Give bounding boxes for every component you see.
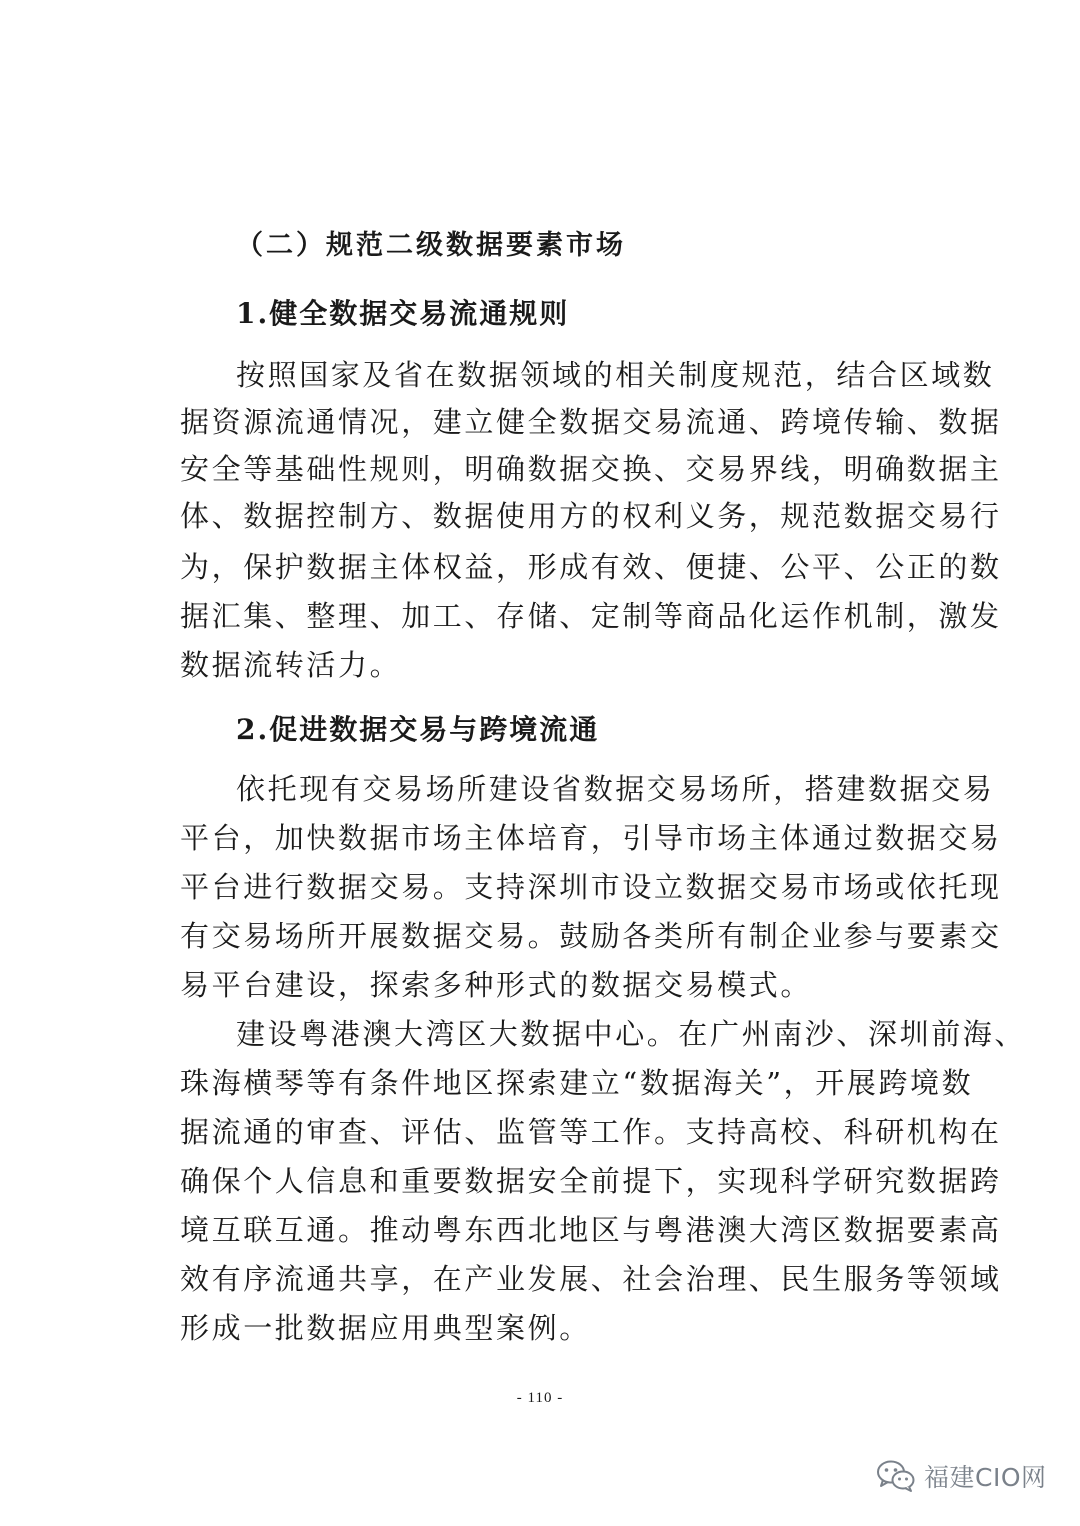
paragraph-line: 按照国家及省在数据领域的相关制度规范，结合区域数 [236, 358, 995, 392]
paragraph-line: 安全等基础性规则，明确数据交换、交易界线，明确数据主 [180, 452, 1002, 486]
paragraph-line: 依托现有交易场所建设省数据交易场所，搭建数据交易 [236, 772, 995, 806]
subsection-1-title: 1.健全数据交易流通规则 [236, 297, 570, 330]
paragraph-line: 数据流转活力。 [180, 648, 402, 682]
paragraph-line: 据汇集、整理、加工、存储、定制等商品化运作机制，激发 [180, 599, 1002, 633]
paragraph-line: 境互联互通。推动粤东西北地区与粤港澳大湾区数据要素高 [180, 1213, 1002, 1247]
section-title: （二）规范二级数据要素市场 [236, 230, 626, 261]
subsection-2-title: 2.促进数据交易与跨境流通 [236, 713, 600, 746]
wechat-icon [876, 1459, 916, 1493]
paragraph-line: 为，保护数据主体权益，形成有效、便捷、公平、公正的数 [180, 550, 1002, 584]
page-number: - 110 - [516, 1390, 564, 1406]
paragraph-line: 体、数据控制方、数据使用方的权利义务，规范数据交易行 [180, 499, 1002, 533]
paragraph-line: 形成一批数据应用典型案例。 [180, 1311, 591, 1345]
paragraph-line: 据资源流通情况，建立健全数据交易流通、跨境传输、数据 [180, 405, 1002, 439]
paragraph-line: 效有序流通共享，在产业发展、社会治理、民生服务等领域 [180, 1262, 1002, 1296]
paragraph-line: 有交易场所开展数据交易。鼓励各类所有制企业参与要素交 [180, 919, 1002, 953]
paragraph-line: 平台，加快数据市场主体培育，引导市场主体通过数据交易 [180, 821, 1002, 855]
paragraph-line: 易平台建设，探索多种形式的数据交易模式。 [180, 968, 813, 1002]
paragraph-line: 据流通的审查、评估、监管等工作。支持高校、科研机构在 [180, 1115, 1002, 1149]
paragraph-line: 珠海横琴等有条件地区探索建立“数据海关”，开展跨境数 [180, 1066, 974, 1100]
paragraph-line: 平台进行数据交易。支持深圳市设立数据交易市场或依托现 [180, 870, 1002, 904]
paragraph-line: 确保个人信息和重要数据安全前提下，实现科学研究数据跨 [180, 1164, 1002, 1198]
watermark [876, 1456, 1047, 1496]
watermark-text: 福建CIO网 [924, 1463, 1047, 1492]
paragraph-line: 建设粤港澳大湾区大数据中心。在广州南沙、深圳前海、 [236, 1017, 1027, 1051]
